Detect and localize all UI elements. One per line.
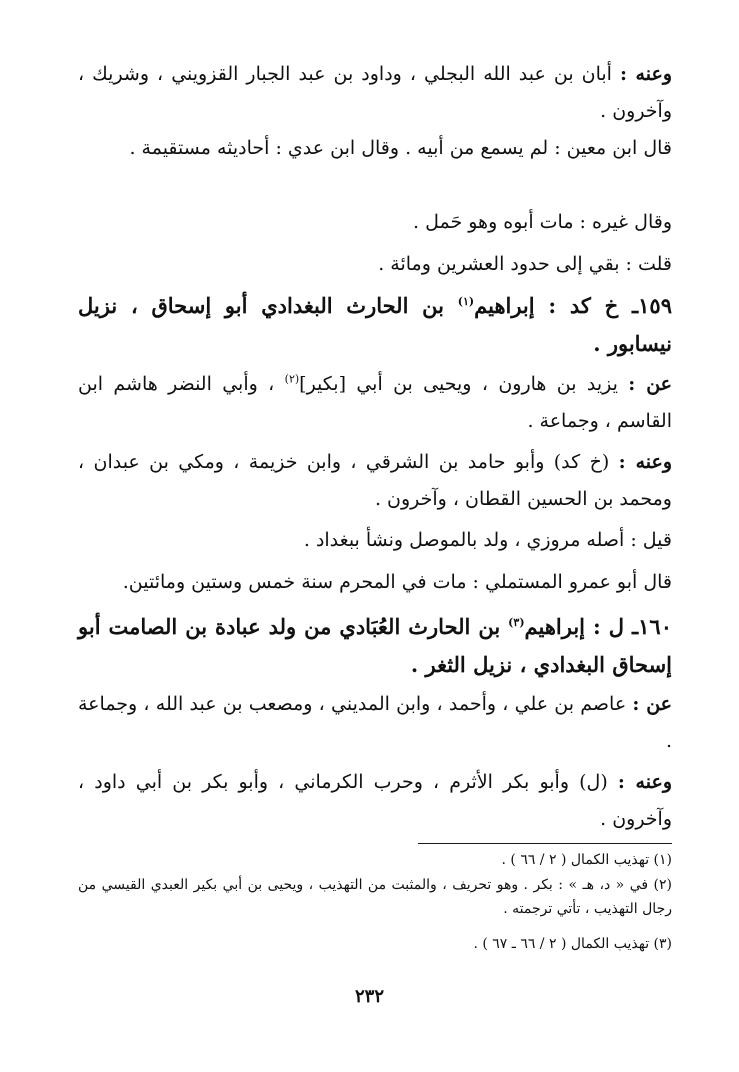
paragraph-text: (خ كد) وأبو حامد بن الشرقي ، وابن خزيمة ، ومكي بن عبدان ، ومحمد بن الحسين القطان ، وآخرون .	[78, 451, 672, 510]
paragraph-text: (ل) وأبو بكر الأثرم ، وحرب الكرماني ، وأبو بكر بن أبي داود ، وآخرون .	[78, 771, 672, 830]
paragraph-text: قال أبو عمرو المستملي : مات في المحرم سنة خمس وستين ومائتين.	[122, 571, 672, 593]
paragraph-160-by	[78, 764, 672, 838]
entry-name: إبراهيم	[474, 293, 535, 318]
paragraph-lead: عن :	[628, 373, 673, 395]
footnote-1: (١) تهذيب الكمال ( ٢ / ٦٦ ) .	[501, 852, 672, 868]
entry-number: ١٥٩ـ خ كد :	[548, 293, 672, 318]
paragraph-i-said	[78, 246, 672, 283]
paragraph-text: عاصم بن علي ، وأحمد ، وابن المديني ، ومصعب بن عبد الله ، وجماعة .	[78, 693, 672, 752]
footnote-2: (٢) في « د، هـ » : بكر . وهو تحريف ، والمثبت من التهذيب ، ويحيى بن أبي بكير العبدي القيسي من رجال التهذيب ، تأتي ترجمته .	[78, 877, 672, 917]
entry-rest: بن الحارث العُبَادي من ولد عبادة بن الصامت أبو إسحاق البغدادي ، نزيل الثغر .	[78, 614, 672, 677]
entry-number: ١٦٠ـ ل :	[593, 614, 672, 639]
footnote-ref: (١)	[457, 295, 475, 308]
paragraph-text: يزيد بن هارون ، ويحيى بن أبي [بكير]	[299, 373, 629, 395]
paragraph-others-said	[78, 204, 672, 241]
paragraph-159-by	[78, 444, 672, 518]
entry-rest: بن الحارث البغدادي أبو إسحاق ، نزيل نيسابور .	[78, 293, 672, 356]
paragraph-lead: عن :	[632, 693, 672, 715]
paragraph-text: ، وأبي النضر هاشم ابن القاسم ، وجماعة .	[78, 373, 672, 432]
paragraph-text: قال ابن معين : لم يسمع من أبيه . وقال ابن عدي : أحاديثه مستقيمة .	[129, 137, 672, 159]
paragraph-159-death	[78, 564, 672, 601]
paragraph-159-from	[78, 366, 672, 440]
entry-heading-159	[78, 287, 672, 363]
entry-name: إبراهيم	[524, 614, 586, 639]
paragraph-ibn-maeen	[78, 130, 672, 167]
paragraph-lead: وعنه :	[617, 771, 672, 793]
paragraph-text: قلت : بقي إلى حدود العشرين ومائة .	[378, 253, 672, 275]
footnote-divider	[418, 843, 672, 844]
footnote-3: (٣) تهذيب الكمال ( ٢ / ٦٦ ـ ٦٧ ) .	[473, 936, 672, 952]
footnote-ref: (٣)	[508, 616, 525, 629]
paragraph-lead: وعنه :	[619, 63, 672, 85]
page-number: ٢٣٢	[354, 986, 384, 1007]
footnote-ref: (٢)	[284, 372, 300, 386]
paragraph-159-origin	[78, 522, 672, 559]
paragraph-160-from	[78, 686, 672, 760]
paragraph-lead: وعنه :	[618, 451, 673, 473]
paragraph-text: وقال غيره : مات أبوه وهو حَمل .	[413, 211, 672, 233]
entry-heading-160	[78, 608, 672, 684]
paragraph-text: قيل : أصله مروزي ، ولد بالموصل ونشأ ببغداد .	[303, 529, 672, 551]
paragraph-text: أبان بن عبد الله البجلي ، وداود بن عبد الجبار القزويني ، وشريك ، وآخرون .	[78, 63, 672, 122]
paragraph-narrators-from-him	[78, 56, 672, 130]
